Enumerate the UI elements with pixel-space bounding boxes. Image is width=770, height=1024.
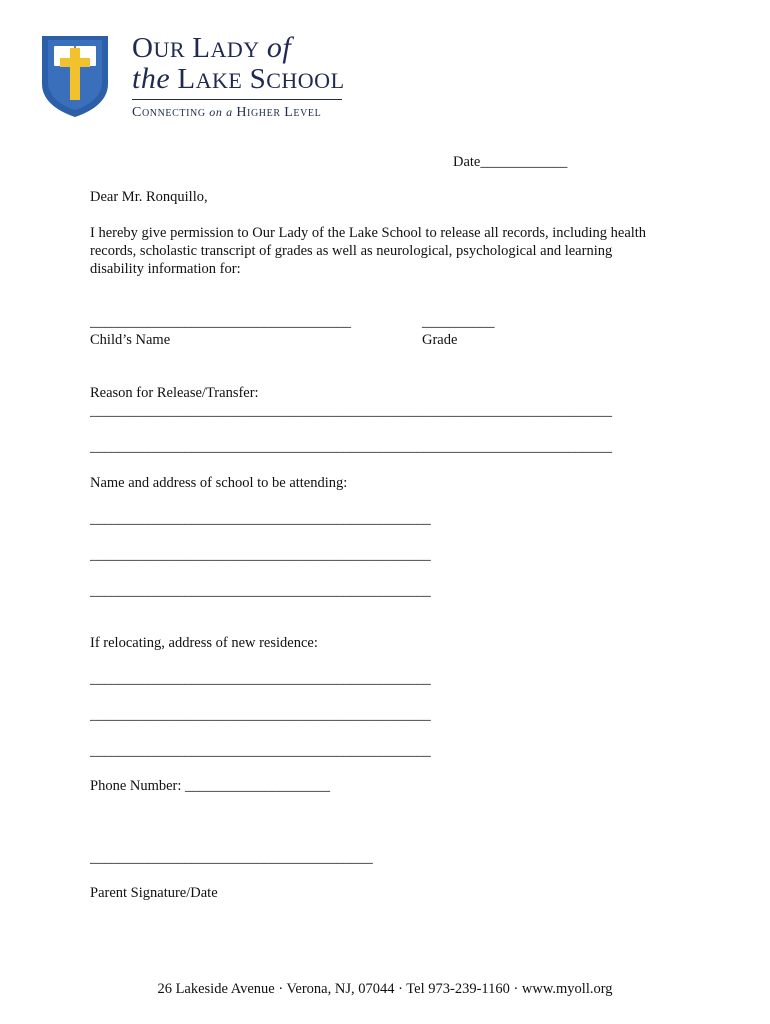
phone-number-field: Phone Number: ____________________ — [90, 778, 331, 794]
permission-line-3: disability information for: — [90, 261, 241, 277]
school-address-line-1: _______________________________________________ — [90, 511, 431, 527]
school-tagline: CONNECTING on a HIGHER LEVEL — [132, 105, 322, 120]
relocating-label: If relocating, address of new residence: — [90, 635, 318, 651]
signature-line: _______________________________________ — [90, 850, 373, 866]
reason-line-1: ________________________________________________________________________ — [90, 403, 612, 419]
school-address-label: Name and address of school to be attending: — [90, 475, 348, 491]
school-crest-logo — [40, 34, 110, 118]
grade-line: __________ — [422, 314, 495, 330]
date-field: Date____________ — [453, 154, 568, 170]
relocating-line-1: _______________________________________________ — [90, 671, 431, 687]
grade-label: Grade — [422, 332, 458, 348]
permission-line-2: records, scholastic transcript of grades as well as neurological, psychological and learning — [90, 243, 613, 259]
logo-divider — [132, 99, 342, 100]
reason-label: Reason for Release/Transfer: — [90, 385, 259, 401]
school-name-line2: the LAKE SCHOOL — [132, 62, 345, 95]
child-name-label: Child’s Name — [90, 332, 171, 348]
reason-line-2: ________________________________________________________________________ — [90, 439, 612, 455]
relocating-line-2: _______________________________________________ — [90, 707, 431, 723]
relocating-line-3: _______________________________________________ — [90, 743, 431, 759]
school-address-line-3: _______________________________________________ — [90, 583, 431, 599]
signature-label: Parent Signature/Date — [90, 885, 218, 901]
school-address-line-2: _______________________________________________ — [90, 547, 431, 563]
permission-line-1: I hereby give permission to Our Lady of the Lake School to release all records, including health — [90, 225, 647, 241]
salutation: Dear Mr. Ronquillo, — [90, 189, 208, 205]
child-name-line: ____________________________________ — [90, 314, 351, 330]
school-name-line1: OUR LADY of — [132, 31, 292, 64]
footer-address: 26 Lakeside Avenue · Verona, NJ, 07044 · Tel 973-239-1160 · www.myoll.org — [157, 981, 613, 997]
